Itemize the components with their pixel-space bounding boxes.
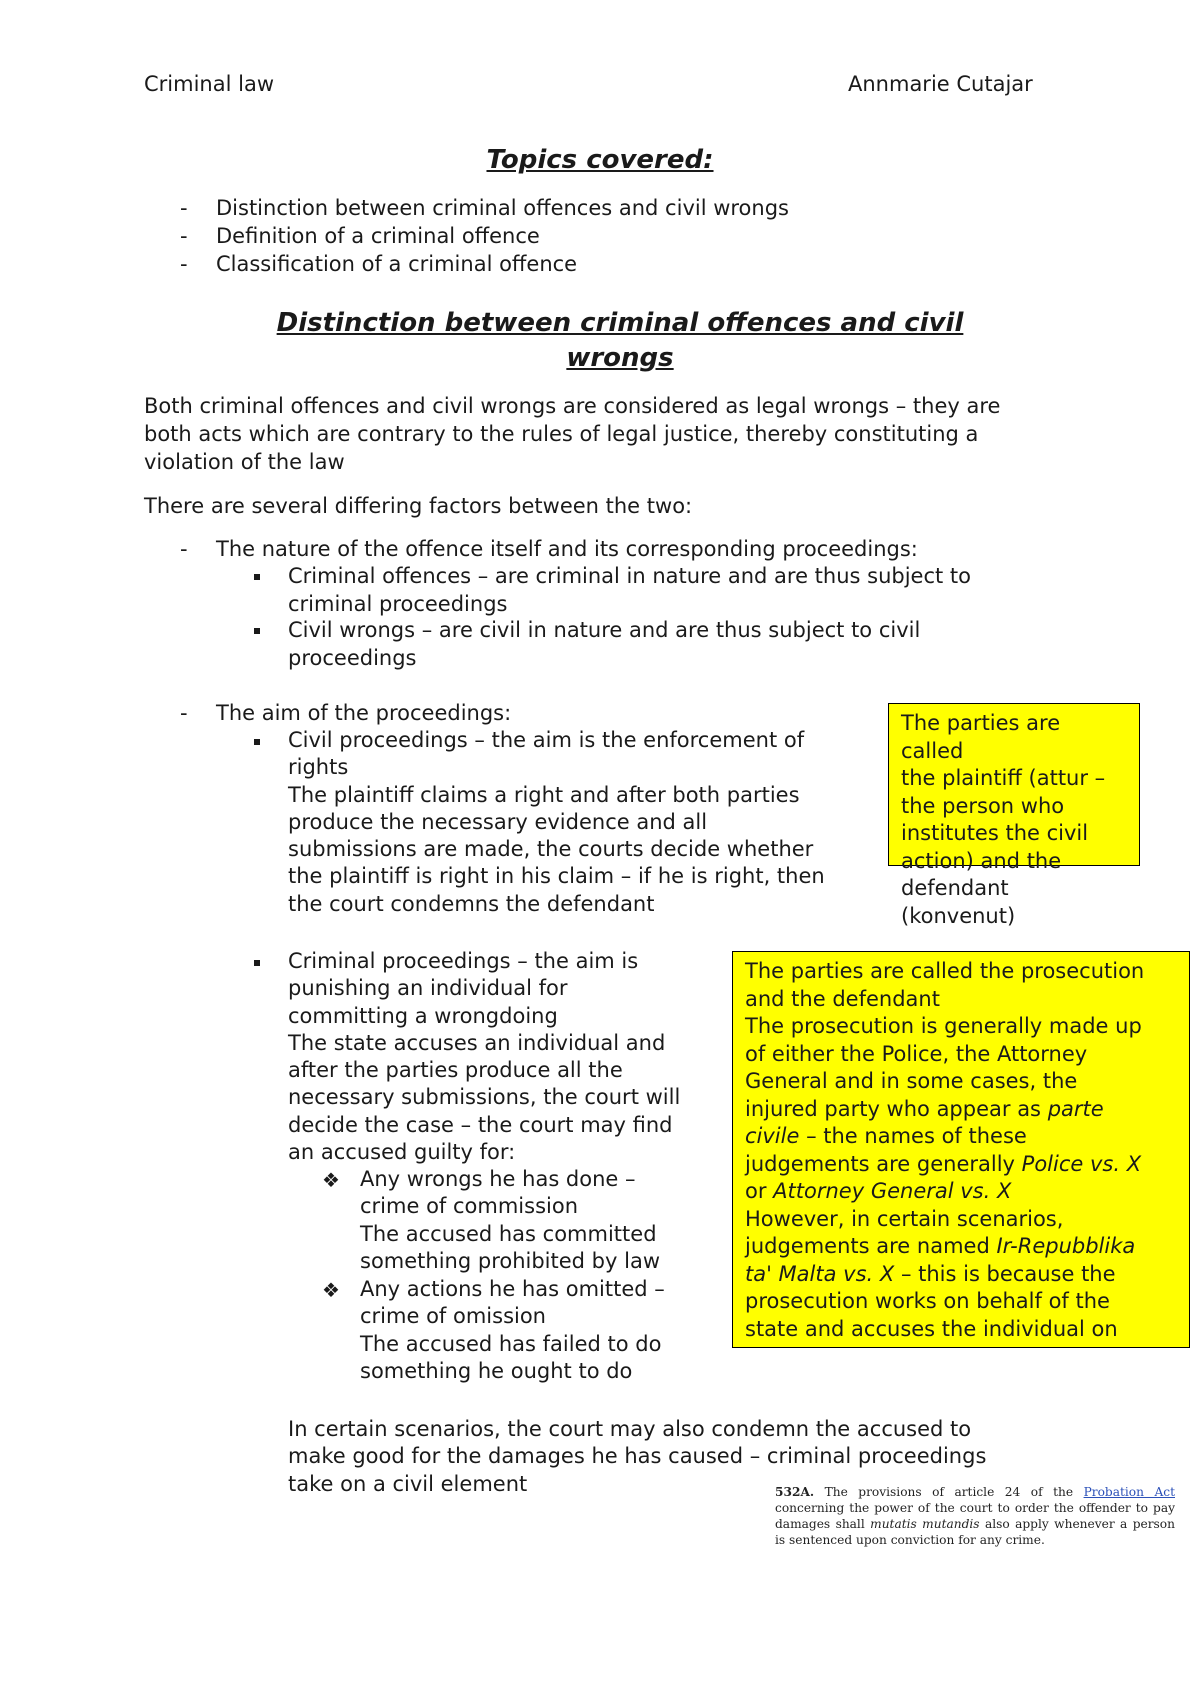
diamond-bullet-icon: ❖ [322,1168,340,1192]
criminal-line: decide the case – the court may find [288,1112,673,1137]
criminal-line: punishing an individual for [288,976,568,1001]
header-subject: Criminal law [144,72,274,96]
criminal-line: Criminal proceedings – the aim is [288,949,639,973]
factors-intro: There are several differing factors between the two: [144,494,693,518]
commission-line: something prohibited by law [360,1248,660,1273]
point1-sub-civil [288,616,920,672]
commission-line: The accused has committed [360,1221,657,1246]
article-number: 532A. [775,1485,815,1499]
probation-act-link[interactable]: Probation Act [1083,1485,1175,1499]
section-title: Distinction between criminal offences and civil wrongs [276,308,964,373]
note-line: However, in certain scenarios, [745,1206,1064,1231]
point1-text: The nature of the offence itself and its corresponding proceedings: [216,537,918,561]
note-line: defendant (konvenut) [901,876,1016,928]
bullet-dash: - [180,252,188,276]
omission-line: Any actions he has omitted – [360,1277,665,1301]
bullet-dash: - [180,196,188,220]
civil-line: the court condemns the defendant [288,891,655,916]
omission-line: crime of omission [360,1304,546,1329]
diamond-bullet-icon: ❖ [322,1278,340,1302]
omission-block [360,1276,665,1385]
note-line: institutes the civil [901,821,1089,845]
note-line: the person who [901,793,1065,818]
criminal-line: committing a wrongdoing [288,1003,558,1028]
note-line: The parties are called the prosecution [745,959,1145,983]
square-bullet-icon [254,628,260,634]
commission-line: Any wrongs he has done – [360,1167,636,1191]
civil-line: The plaintiff claims a right and after both parties [288,782,800,807]
closing-line: make good for the damages he has caused – criminal proceedings [288,1444,987,1469]
intro-line: Both criminal offences and civil wrongs are considered as legal wrongs – they are [144,394,1001,418]
civil-proceedings-block [288,727,825,918]
topic-item: Classification of a criminal offence [216,252,578,276]
note-line: General and in some cases, the [745,1069,1078,1093]
topic-item: Definition of a criminal offence [216,224,540,248]
topics-title: Topics covered: [486,145,714,175]
commission-line: crime of commission [360,1194,578,1219]
omission-line: something he ought to do [360,1358,633,1383]
note-civil-parties [888,703,1140,928]
commission-block [360,1166,660,1275]
criminal-line: The state accuses an individual and [288,1030,666,1055]
statute-clipping: 532A. The provisions of article 24 of the Probation Act concerning the power of the court to order the offender to pay damages shall mutatis mutandis also apply whenever a person is sentenced upon conviction for any crime. [775,1485,1175,1547]
header-author: Annmarie Cutajar [848,72,1033,96]
note-line: prosecution works on behalf of the [745,1289,1110,1313]
note-line: action) and the [901,848,1062,873]
civil-line: rights [288,755,349,780]
note-line: and the defendant [745,986,940,1011]
sub-line: criminal proceedings [288,592,508,616]
intro-paragraph [144,392,1000,476]
closing-line: In certain scenarios, the court may also condemn the accused to [288,1417,972,1441]
sub-line: proceedings [288,646,417,670]
square-bullet-icon [254,739,260,745]
closing-line: take on a civil element [288,1471,528,1496]
note-line: The prosecution is generally made up [745,1014,1142,1038]
criminal-line: after the parties produce all the [288,1058,623,1083]
civil-line: the plaintiff is right in his claim – if he is right, then [288,864,825,889]
sub-line: Civil wrongs – are civil in nature and are thus subject to civil [288,618,921,642]
bullet-dash: - [180,701,188,725]
note-line: the plaintiff (attur – [901,766,1106,790]
square-bullet-icon [254,574,260,580]
intro-line: both acts which are contrary to the rules of legal justice, thereby constituting a [144,422,979,446]
note-line: state and accuses the individual on [745,1316,1118,1341]
civil-line: submissions are made, the courts decide whether [288,837,814,862]
bullet-dash: - [180,224,188,248]
omission-line: The accused has failed to do [360,1331,662,1356]
square-bullet-icon [254,960,260,966]
intro-line: violation of the law [144,450,345,474]
note-line: of either the Police, the Attorney [745,1041,1088,1066]
note-line: or Attorney General vs. X [745,1179,1012,1203]
point2-text: The aim of the proceedings: [216,701,512,725]
criminal-line: necessary submissions, the court will [288,1085,681,1110]
criminal-proceedings-block [288,948,680,1166]
note-criminal-parties [732,951,1190,1348]
criminal-line: an accused guilty for: [288,1140,516,1165]
note-line: judgements are generally Police vs. X [745,1151,1142,1176]
bullet-dash: - [180,537,188,561]
note-line: judgements are named Ir-Repubblika [745,1234,1136,1258]
note-line: ta' Malta vs. X – this is because the [745,1261,1116,1286]
note-line: injured party who appear as parte [745,1096,1104,1121]
topic-item: Distinction between criminal offences and civil wrongs [216,196,789,220]
civil-line: produce the necessary evidence and all [288,809,708,834]
point1-sub-criminal [288,562,971,618]
note-line: The parties are called [901,711,1061,763]
sub-line: Criminal offences – are criminal in nature and are thus subject to [288,564,972,588]
note-line: civile – the names of these [745,1124,1027,1148]
civil-line: Civil proceedings – the aim is the enforcement of [288,728,805,752]
